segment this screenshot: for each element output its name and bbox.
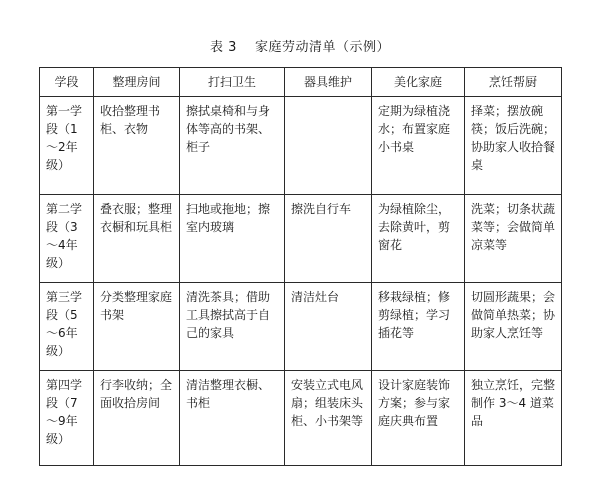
table-cell: 擦拭桌椅和与身体等高的书架、柜子: [180, 97, 285, 195]
table-row: [40, 195, 562, 283]
table-cell: 安装立式电风扇；组装床头柜、小书架等: [285, 371, 372, 466]
table-cell: 叠衣服；整理衣橱和玩具柜: [94, 195, 180, 283]
table-cell: 清洗茶具；借助工具擦拭高于自己的家具: [180, 283, 285, 371]
table-cell: 收拾整理书柜、衣物: [94, 97, 180, 195]
table-cell: 设计家庭装饰方案；参与家庭庆典布置: [372, 371, 465, 466]
header-cell: 烹饪帮厨: [465, 68, 562, 97]
table-cell: 为绿植除尘，去除黄叶，剪窗花: [372, 195, 465, 283]
table-cell: 独立烹饪，完整制作 3～4 道菜品: [465, 371, 562, 466]
stage-cell: 第一学段（1～2年级）: [40, 97, 94, 195]
table-row: [40, 371, 562, 466]
table-number: 表 3: [210, 40, 237, 55]
header-cell: 美化家庭: [372, 68, 465, 97]
header-cell: 整理房间: [94, 68, 180, 97]
table-row: [40, 97, 562, 195]
table-cell: 定期为绿植浇水；布置家庭小书桌: [372, 97, 465, 195]
table-cell: 分类整理家庭书架: [94, 283, 180, 371]
table-caption: [0, 36, 600, 55]
table-row: [40, 283, 562, 371]
table-cell: [285, 97, 372, 195]
table-cell: 清洁灶台: [285, 283, 372, 371]
stage-cell: 第四学段（7～9年级）: [40, 371, 94, 466]
household-labor-table: [39, 67, 562, 466]
stage-cell: 第二学段（3～4年级）: [40, 195, 94, 283]
table-cell: 切圆形蔬果；会做简单热菜；协助家人烹饪等: [465, 283, 562, 371]
table-cell: 择菜；摆放碗筷；饭后洗碗；协助家人收拾餐桌: [465, 97, 562, 195]
table-cell: 行李收纳；全面收拾房间: [94, 371, 180, 466]
stage-cell: 第三学段（5～6年级）: [40, 283, 94, 371]
header-cell: 器具维护: [285, 68, 372, 97]
header-row: [40, 68, 562, 97]
table-title: 家庭劳动清单（示例）: [254, 40, 390, 55]
table-cell: 擦洗自行车: [285, 195, 372, 283]
header-cell: 学段: [40, 68, 94, 97]
header-cell: 打扫卫生: [180, 68, 285, 97]
table-cell: 扫地或拖地；擦室内玻璃: [180, 195, 285, 283]
table-cell: 洗菜；切条状蔬菜等；会做简单凉菜等: [465, 195, 562, 283]
table-cell: 清洁整理衣橱、书柜: [180, 371, 285, 466]
table-cell: 移栽绿植；修剪绿植；学习插花等: [372, 283, 465, 371]
